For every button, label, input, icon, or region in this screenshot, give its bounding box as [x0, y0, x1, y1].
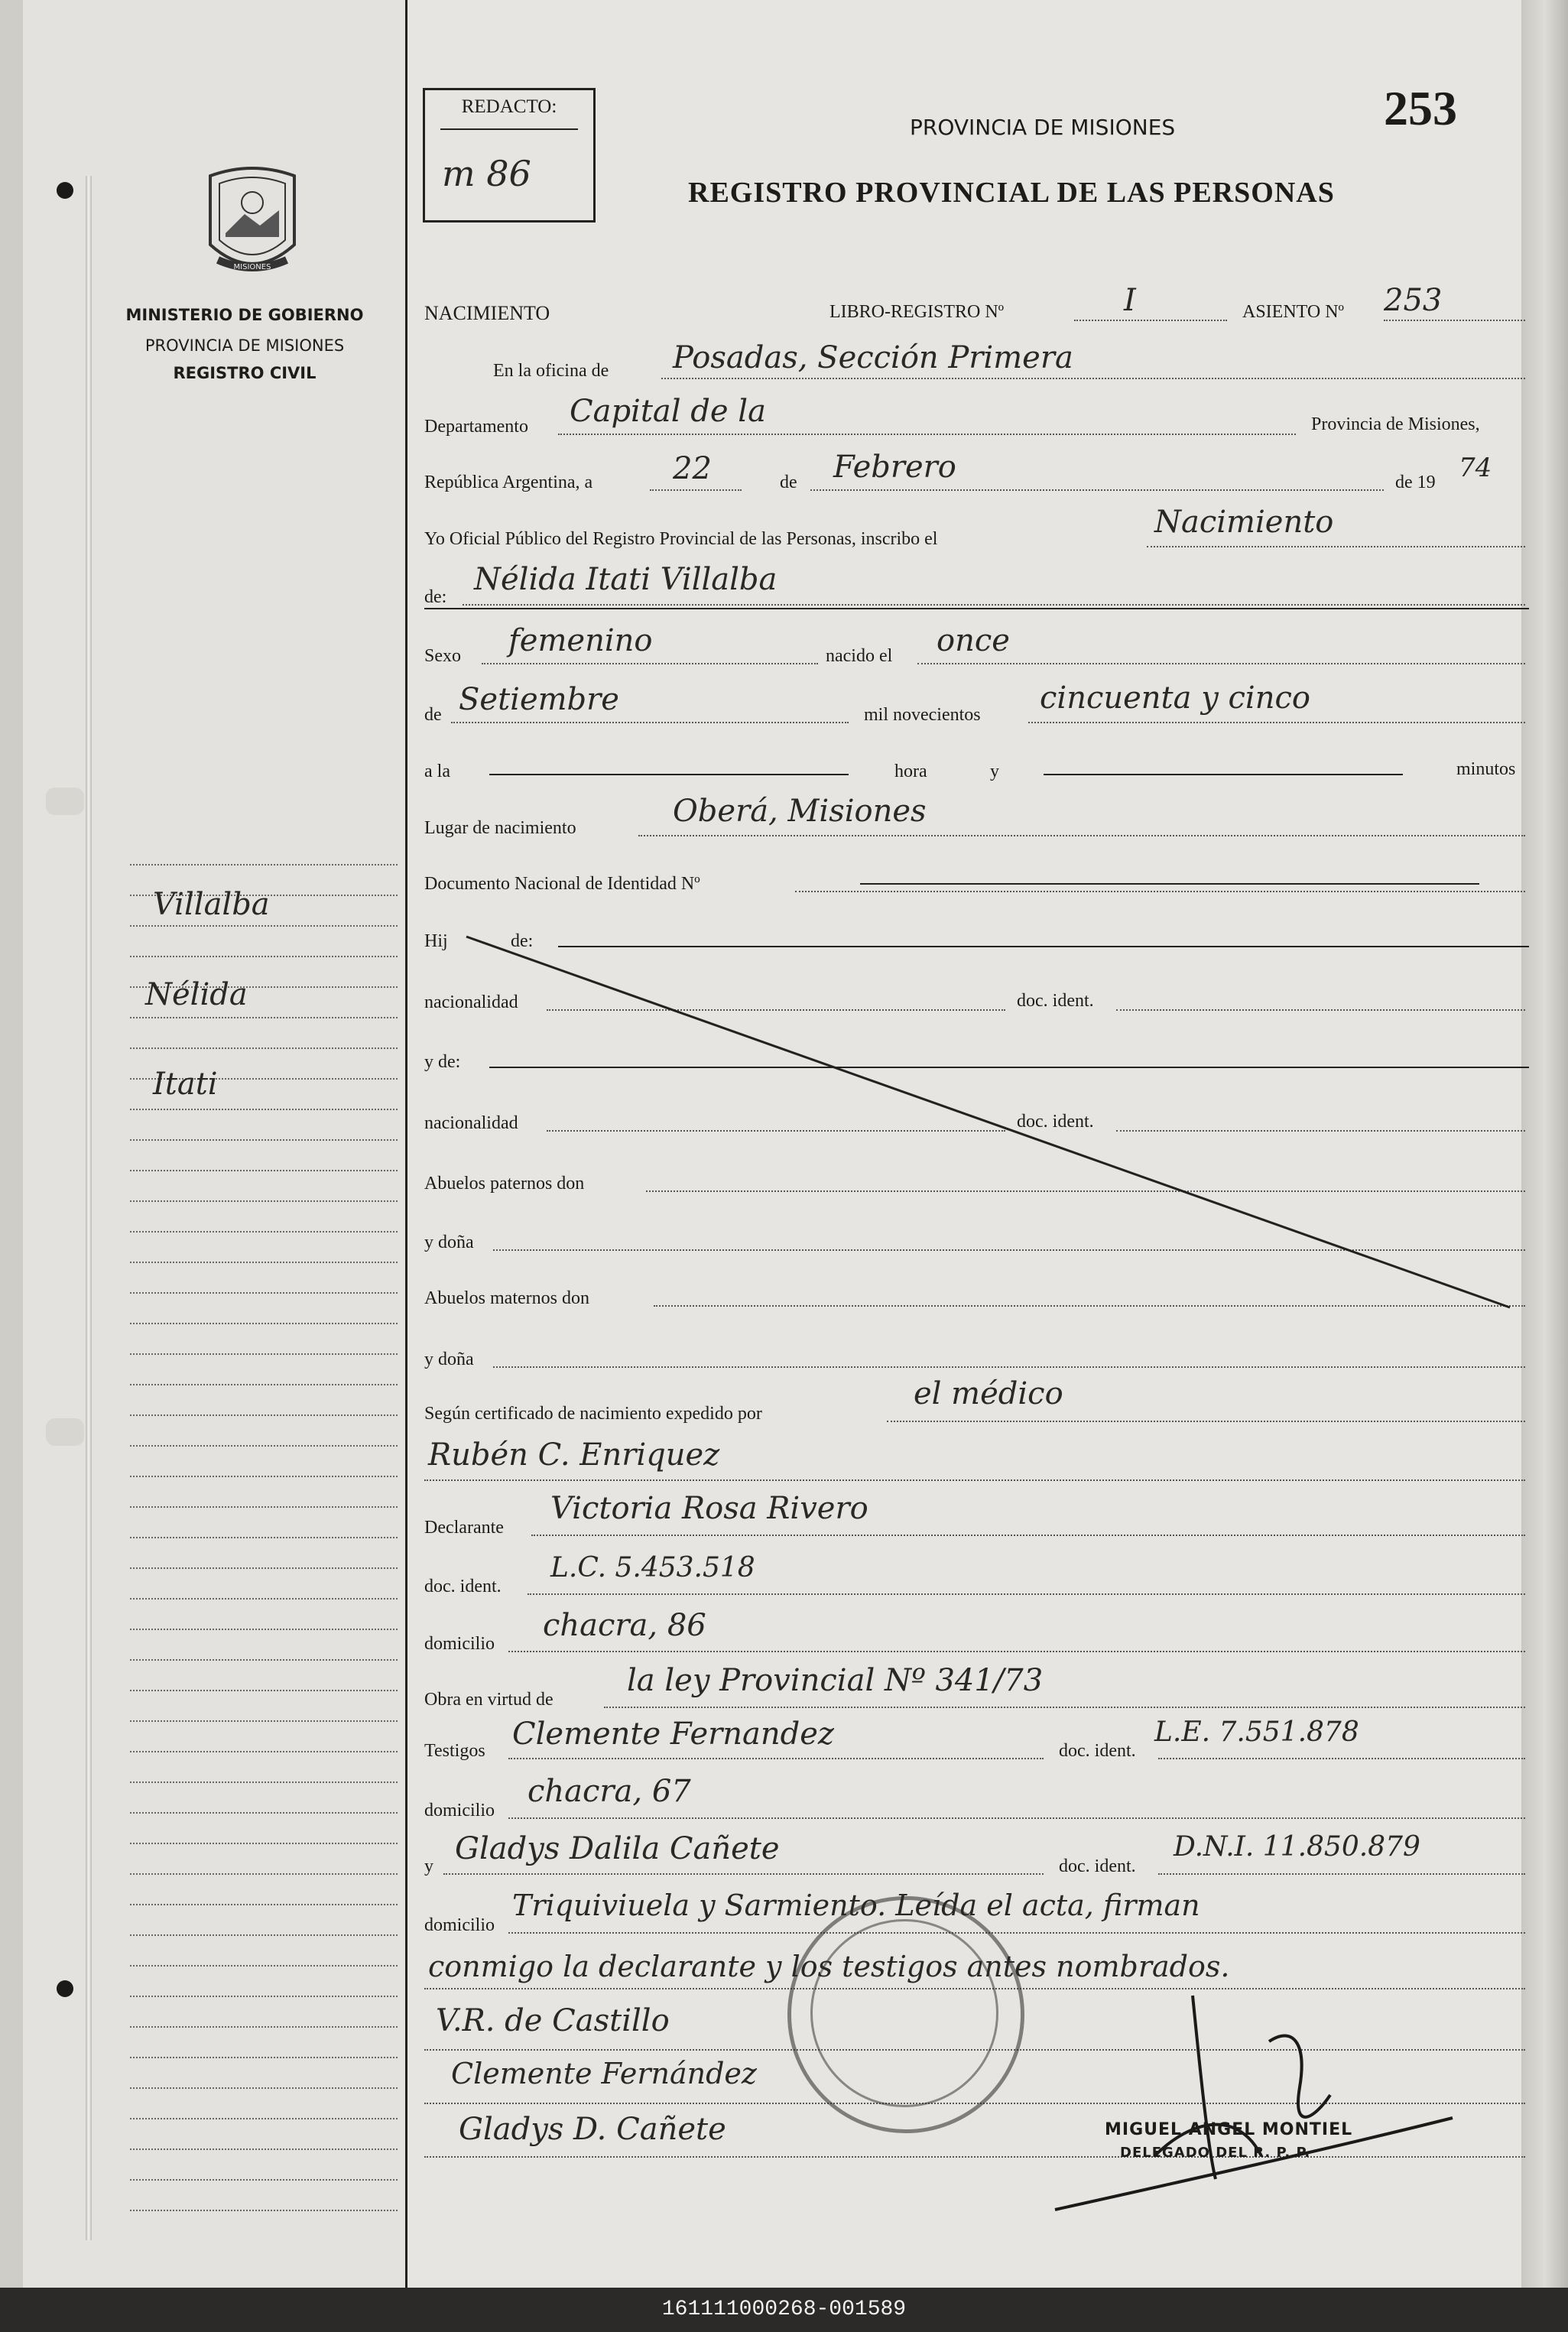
lugar-label: Lugar de nacimiento	[424, 818, 576, 838]
asiento-label: ASIENTO Nº	[1242, 302, 1344, 322]
seal-text: MISIONES	[233, 263, 271, 271]
abuelos-maternos-label: Abuelos maternos don	[424, 1288, 589, 1308]
margin-rule-line	[130, 2179, 398, 2181]
margin-rule-line	[130, 1139, 398, 1141]
abuelos-paternos-label: Abuelos paternos don	[424, 1174, 585, 1194]
margin-rule-line	[130, 1751, 398, 1752]
margin-rule-line	[130, 1965, 398, 1967]
domicilio-value: chacra, 86	[543, 1608, 706, 1643]
dni-label: Documento Nacional de Identidad Nº	[424, 874, 700, 894]
nacido-label: nacido el	[826, 646, 893, 666]
margin-rule-line	[130, 2087, 398, 2089]
margin-rule-line	[130, 2210, 398, 2211]
domicilio3-label: domicilio	[424, 1915, 495, 1935]
de-name-label: de:	[424, 587, 447, 607]
margin-rule-line	[130, 1873, 398, 1875]
official-stamp-inner	[810, 1919, 998, 2107]
signature-testigo1: Clemente Fernández	[451, 2057, 757, 2090]
declarante-value: Victoria Rosa Rivero	[550, 1491, 868, 1526]
margin-rule-line	[130, 1047, 398, 1049]
republica-label: República Argentina, a	[424, 473, 593, 492]
dia-value: 22	[673, 451, 712, 486]
mes2-value: Setiembre	[459, 682, 619, 717]
margin-rule-line	[130, 1659, 398, 1661]
margin-rule-line	[130, 1414, 398, 1416]
left-province-label: PROVINCIA DE MISIONES	[144, 336, 345, 355]
margin-rule-line	[130, 925, 398, 927]
margin-rule-line	[130, 1384, 398, 1385]
province-heading: PROVINCIA DE MISIONES	[910, 115, 1176, 140]
declarante-label: Declarante	[424, 1518, 504, 1538]
oficial-text: Yo Oficial Público del Registro Provincial de las Personas, inscribo el	[424, 529, 938, 549]
inscribo-value: Nacimiento	[1154, 505, 1334, 540]
official-name: MIGUEL ANGEL MONTIEL	[1105, 2120, 1353, 2139]
mes-value: Febrero	[833, 450, 956, 485]
signature-testigo2: Gladys D. Cañete	[459, 2112, 726, 2147]
official-signature-icon	[1040, 1980, 1468, 2225]
medico-value: Rubén C. Enriquez	[428, 1437, 720, 1473]
margin-rule-line	[130, 1017, 398, 1018]
margin-rule-line	[130, 1720, 398, 1722]
margin-rule-line	[130, 2057, 398, 2058]
lugar-value: Oberá, Misiones	[673, 794, 927, 829]
ydona2-label: y doña	[424, 1350, 474, 1369]
doc-testigo2-label: doc. ident.	[1059, 1856, 1136, 1876]
asiento-value: 253	[1384, 283, 1443, 318]
testigo1-value: Clemente Fernandez	[512, 1717, 834, 1752]
redacto-box	[423, 88, 596, 222]
margin-rule-line	[130, 1109, 398, 1110]
margin-second-name: Itati	[153, 1067, 218, 1102]
obra-value: la ley Provincial Nº 341/73	[627, 1663, 1044, 1698]
misiones-seal-icon	[203, 161, 302, 283]
minutos-label: minutos	[1456, 759, 1516, 779]
margin-rule-line	[130, 2118, 398, 2119]
libro-value: I	[1124, 283, 1136, 318]
departamento-value: Capital de la	[570, 394, 766, 429]
document-id-footer: 161111000268-001589	[0, 2288, 1568, 2332]
doc-ident-label: doc. ident.	[1017, 991, 1094, 1011]
binding-knot	[46, 1418, 84, 1446]
margin-rule-line	[130, 1567, 398, 1569]
libro-label: LIBRO-REGISTRO Nº	[829, 302, 1005, 322]
redacto-value: m 86	[442, 153, 531, 194]
doc-testigo1-value: L.E. 7.551.878	[1154, 1717, 1359, 1748]
margin-rule-line	[130, 1904, 398, 1905]
mil-value: cincuenta y cinco	[1040, 680, 1310, 716]
binding-knot	[46, 788, 84, 815]
signature-declarante: V.R. de Castillo	[436, 2003, 670, 2038]
margin-rule-line	[130, 1323, 398, 1324]
mil-label: mil novecientos	[864, 705, 981, 725]
domicilio2-label: domicilio	[424, 1801, 495, 1820]
margin-rule-line	[130, 2148, 398, 2150]
nacionalidad-label: nacionalidad	[424, 992, 518, 1012]
de-label: de	[780, 473, 797, 492]
oficina-label: En la oficina de	[493, 361, 609, 381]
margin-rule-line	[130, 1476, 398, 1477]
de2-label: de	[424, 705, 442, 725]
margin-rule-line	[130, 1231, 398, 1233]
margin-rule-line	[130, 1996, 398, 1997]
hij-label: Hij	[424, 931, 448, 951]
binding-hole	[57, 1980, 73, 1997]
page-number: 253	[1384, 81, 1457, 135]
margin-first-name: Nélida	[145, 977, 248, 1012]
doc-declarante-value: L.C. 5.453.518	[550, 1552, 755, 1583]
margin-rule-line	[130, 1170, 398, 1171]
nacimiento-label: NACIMIENTO	[424, 302, 550, 324]
margin-surname: Villalba	[153, 887, 270, 922]
conmigo-value: conmigo la declarante y los testigos antes nombrados.	[428, 1950, 1230, 1983]
margin-rule-line	[130, 1262, 398, 1263]
sexo-value: femenino	[508, 623, 653, 658]
testigo2-value: Gladys Dalila Cañete	[455, 1831, 780, 1866]
doc-testigo2-value: D.N.I. 11.850.879	[1174, 1831, 1420, 1863]
book-spine	[0, 0, 23, 2288]
oficina-value: Posadas, Sección Primera	[673, 340, 1073, 375]
hora-label: hora	[894, 762, 927, 781]
nacido-value: once	[937, 623, 1010, 658]
margin-rule-line	[130, 1843, 398, 1844]
margin-rule-line	[130, 1812, 398, 1814]
sexo-label: Sexo	[424, 646, 461, 666]
y-label: y	[990, 762, 999, 781]
margin-rule-line	[130, 1934, 398, 1936]
testigos-label: Testigos	[424, 1741, 485, 1761]
redacto-label: REDACTO:	[461, 96, 557, 117]
y2-label: y	[424, 1856, 433, 1876]
margin-rule-line	[130, 1445, 398, 1447]
segun-value: el médico	[914, 1376, 1063, 1411]
name-value: Nélida Itati Villalba	[474, 562, 778, 597]
de-year-label: de 19	[1395, 473, 1436, 492]
margin-rule-line	[130, 1629, 398, 1630]
year-value: 74	[1459, 453, 1492, 483]
cancel-diagonal-line	[459, 933, 1529, 1330]
yde-label: y de:	[424, 1052, 461, 1072]
margin-rule-line	[130, 1353, 398, 1355]
margin-rule-line	[130, 1200, 398, 1202]
margin-rule-line	[130, 1781, 398, 1783]
margin-rule-line	[130, 1537, 398, 1538]
hij-de-label: de:	[511, 931, 534, 951]
margin-rule-line	[130, 1292, 398, 1294]
margin-rule-line	[130, 956, 398, 957]
doc-testigo1-label: doc. ident.	[1059, 1741, 1136, 1761]
binding-hole	[57, 182, 73, 199]
domicilio2-value: chacra, 67	[528, 1774, 691, 1809]
margin-rule-line	[130, 1690, 398, 1691]
registro-civil-label: REGISTRO CIVIL	[173, 364, 317, 382]
domicilio-label: domicilio	[424, 1634, 495, 1654]
binding-thread	[86, 176, 92, 2240]
official-title: DELEGADO DEL R. P. P.	[1120, 2145, 1311, 2161]
segun-label: Según certificado de nacimiento expedido por	[424, 1404, 762, 1424]
ministry-label: MINISTERIO DE GOBIERNO	[125, 306, 364, 324]
obra-label: Obra en virtud de	[424, 1690, 554, 1710]
margin-rule-line	[130, 1506, 398, 1508]
doc-declarante-label: doc. ident.	[424, 1577, 502, 1596]
departamento-label: Departamento	[424, 417, 528, 437]
registry-title: REGISTRO PROVINCIAL DE LAS PERSONAS	[688, 177, 1335, 209]
domicilio3-value: Triquiviuela y Sarmiento. Leída el acta, firman	[512, 1889, 1200, 1922]
ydona-label: y doña	[424, 1233, 474, 1252]
nacionalidad2-label: nacionalidad	[424, 1113, 518, 1133]
margin-rule-line	[130, 1598, 398, 1600]
doc-ident2-label: doc. ident.	[1017, 1112, 1094, 1132]
margin-rule-line	[130, 864, 398, 866]
margin-rule-line	[130, 2026, 398, 2028]
ala-label: a la	[424, 762, 450, 781]
provincia-suffix: Provincia de Misiones,	[1311, 414, 1480, 434]
